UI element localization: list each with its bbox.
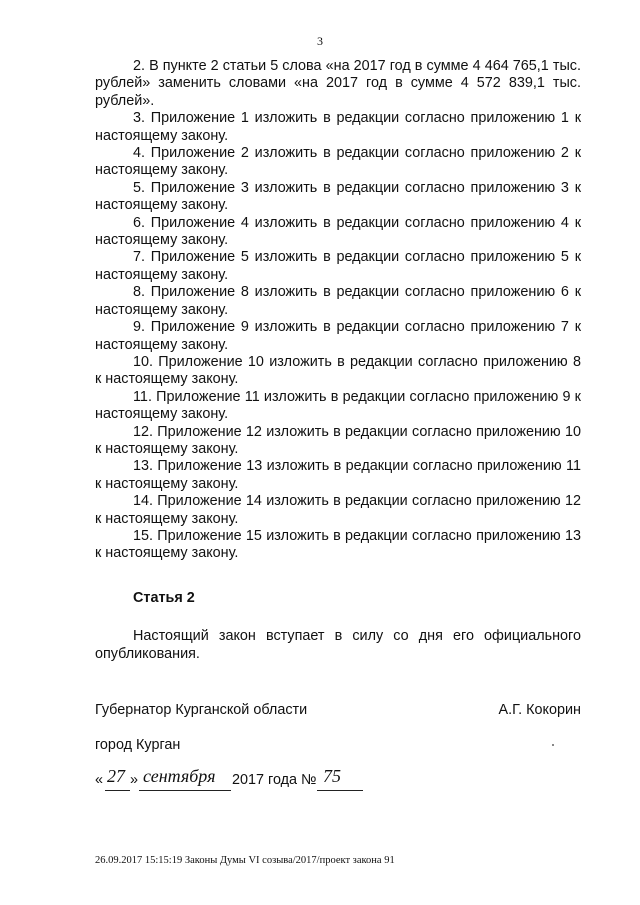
amendment-item: [95, 528, 581, 563]
governor-name: А.Г. Кокорин: [498, 702, 581, 718]
scan-speck: [552, 744, 554, 746]
amendment-item: [95, 493, 581, 528]
amendment-item-rest: к настоящему закону.: [95, 284, 581, 318]
amendment-item-rest: приложению 13 к настоящему закону.: [95, 527, 581, 562]
amendment-item-first: 14. Приложение 14 изложить в редакции согласно: [133, 493, 472, 510]
amendment-item: [95, 145, 581, 180]
article-text: Настоящий закон вступает в силу со дня его официального опубликования.: [95, 628, 581, 662]
amendment-item-first: 2. В пункте 2 статьи 5 слова «на 2017 год в сумме: [133, 58, 469, 74]
amendment-item-rest: приложению 10 к настоящему закону.: [95, 423, 581, 457]
city-line: город Курган: [95, 737, 181, 753]
amendment-item-rest: приложению 11 к настоящему закону.: [95, 458, 581, 492]
amendment-item: [95, 58, 581, 110]
amendment-item-first: 7. Приложение 5 изложить в редакции согласно приложению 5: [133, 249, 569, 266]
amendment-item-rest: к настоящему закону.: [95, 249, 581, 283]
month-underline: [139, 790, 231, 791]
amendment-item: [95, 354, 581, 389]
date-open-quote: «: [95, 772, 104, 788]
amendment-item: [95, 424, 581, 459]
amendment-item-first: 15. Приложение 15 изложить в редакции согласно: [133, 527, 472, 544]
amendment-item-rest: приложению 8 к настоящему закону.: [95, 353, 581, 388]
number-underline: [317, 790, 363, 791]
date-line: [95, 766, 395, 796]
amendment-item: [95, 215, 581, 250]
signature-row: [95, 702, 581, 718]
amendment-item-rest: к настоящему закону.: [95, 319, 581, 353]
amendment-item-rest: к настоящему закону.: [95, 214, 581, 249]
amendment-item-first: 6. Приложение 4 изложить в редакции согласно приложению 4: [133, 214, 569, 231]
amendment-item-rest: 4 464 765,1 тыс. рублей» заменить словами «на 2017 год в сумме 4 572 839,1 тыс. рублей».: [95, 58, 581, 109]
governor-title: Губернатор Курганской области: [95, 702, 308, 718]
amendment-item-first: 10. Приложение 10 изложить в редакции согласно: [133, 353, 478, 370]
law-number-handwritten: 75: [323, 766, 341, 786]
date-year-text: 2017 года №: [232, 772, 317, 788]
file-path-footer: 26.09.2017 15:15:19 Законы Думы VI созыва/2017/проект закона 91: [95, 855, 395, 866]
amendment-item-first: 3. Приложение 1 изложить в редакции согласно приложению 1: [133, 110, 569, 127]
amendment-item-first: 13. Приложение 13 изложить в редакции согласно: [133, 458, 473, 475]
amendment-item-first: 12. Приложение 12 изложить в редакции согласно: [133, 423, 472, 440]
date-day-handwritten: 27: [107, 766, 125, 786]
law-body: [95, 58, 581, 663]
amendment-item-rest: приложению 9 к настоящему закону.: [95, 388, 581, 423]
amendment-item-rest: приложению 12 к настоящему закону.: [95, 493, 581, 527]
amendment-item-rest: к настоящему закону.: [95, 145, 581, 179]
amendment-item: [95, 319, 581, 354]
amendment-list: [95, 58, 581, 563]
page-number: 3: [317, 34, 323, 48]
amendment-item: [95, 249, 581, 284]
amendment-item-rest: к настоящему закону.: [95, 179, 581, 214]
amendment-item-first: 5. Приложение 3 изложить в редакции согласно приложению 3: [133, 179, 569, 196]
amendment-item: [95, 458, 581, 493]
amendment-item-rest: к настоящему закону.: [95, 110, 581, 144]
amendment-item-first: 4. Приложение 2 изложить в редакции согласно приложению 2: [133, 145, 569, 162]
amendment-item: [95, 180, 581, 215]
date-close-quote: »: [130, 772, 139, 788]
amendment-item-first: 9. Приложение 9 изложить в редакции согласно приложению 7: [133, 319, 569, 336]
amendment-item: [95, 110, 581, 145]
article-heading: Статья 2: [133, 589, 195, 606]
amendment-item-first: 11. Приложение 11 изложить в редакции согласно: [133, 388, 470, 405]
day-underline: [105, 790, 130, 791]
amendment-item: [95, 284, 581, 319]
amendment-item-first: 8. Приложение 8 изложить в редакции согласно приложению 6: [133, 284, 569, 301]
date-month-handwritten: сентября: [143, 766, 216, 786]
amendment-item: [95, 389, 581, 424]
